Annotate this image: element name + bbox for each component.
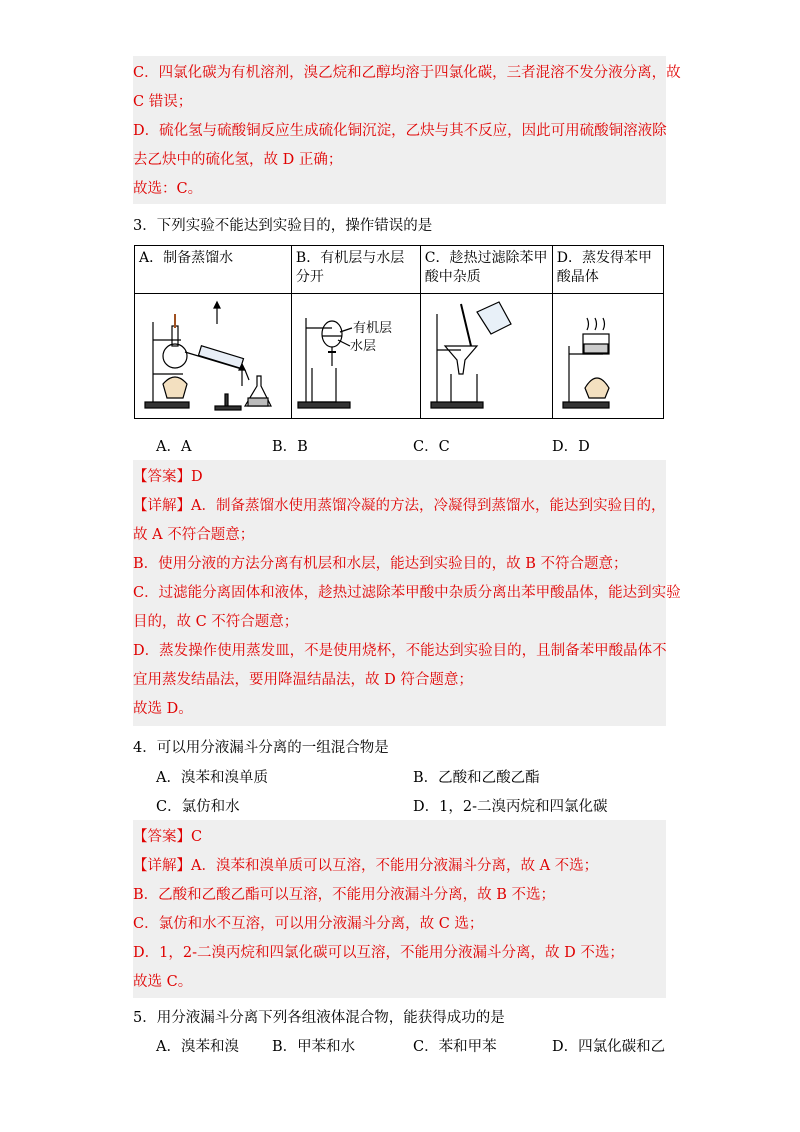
apparatus-separatory-funnel [291,294,420,419]
q5-option-b[interactable]: B．甲苯和水 [272,1039,356,1055]
apparatus-evaporation [552,294,663,419]
q4-answer-block [133,820,666,998]
explanation-line: C．过滤能分离固体和液体，趁热过滤除苯甲酸中杂质分离出苯甲酸晶体，能达到实验 [133,585,681,601]
q4-option-a[interactable]: A．溴苯和溴单质 [156,770,268,786]
explanation-line: 故 A 不符合题意； [133,527,255,543]
explanation-line: B．使用分液的方法分离有机层和水层，能达到实验目的，故 B 不符合题意； [133,556,628,572]
explanation-line: 故选 C。 [133,974,193,990]
explanation-line: C．四氯化碳为有机溶剂，溴乙烷和乙醇均溶于四氯化碳，三者混溶不发分液分离，故 [133,65,681,81]
answer-label: 【答案】C [133,829,203,845]
explanation-line: 故选：C。 [133,181,203,197]
apparatus-distillation [135,294,292,419]
question-3-stem: 3．下列实验不能达到实验目的，操作错误的是 [133,218,433,234]
organic-layer-label: 有机层 [352,321,392,336]
q5-option-a[interactable]: A．溴苯和溴 [156,1039,239,1055]
table-header-a: A．制备蒸馏水 [135,246,292,294]
explanation-line: D．蒸发操作使用蒸发皿，不是使用烧杯，不能达到实验目的，且制备苯甲酸晶体不 [133,643,667,659]
evaporation-apparatus-icon [553,294,659,418]
explanation-line: 去乙炔中的硫化氢，故 D 正确； [133,152,343,168]
question-4-stem: 4．可以用分液漏斗分离的一组混合物是 [133,740,389,756]
table-header-c: C．趁热过滤除苯甲酸中杂质 [420,246,552,294]
table-header-d: D．蒸发得苯甲酸晶体 [552,246,663,294]
q4-option-c[interactable]: C．氯仿和水 [156,799,240,815]
q3-answer-block [133,460,681,726]
apparatus-hot-filtration [420,294,552,419]
q4-option-b[interactable]: B．乙酸和乙酸乙酯 [413,770,540,786]
apparatus-table [134,245,664,419]
explanation-line: 【详解】A．溴苯和溴单质可以互溶，不能用分液漏斗分离，故 A 不选； [133,858,599,874]
filtration-apparatus-icon [421,294,547,418]
explanation-line: 目的，故 C 不符合题意； [133,614,299,630]
water-layer-label: 水层 [349,339,376,354]
explanation-line: B．乙酸和乙酸乙酯可以互溶，不能用分液漏斗分离，故 B 不选； [133,887,556,903]
q3-option-b[interactable]: B．B [272,439,308,455]
explanation-line: 【详解】A．制备蒸馏水使用蒸馏冷凝的方法，冷凝得到蒸馏水，能达到实验目的， [133,498,666,514]
explanation-line: C．氯仿和水不互溶，可以用分液漏斗分离，故 C 选； [133,916,484,932]
explanation-line: D．硫化氢与硫酸铜反应生成硫化铜沉淀，乙炔与其不反应，因此可用硫酸铜溶液除 [133,123,667,139]
q5-option-c[interactable]: C．苯和甲苯 [413,1039,497,1055]
explanation-line: D．1，2-二溴丙烷和四氯化碳可以互溶，不能用分液漏斗分离，故 D 不选； [133,945,624,961]
separatory-funnel-icon [292,294,415,418]
question-5-stem: 5．用分液漏斗分离下列各组液体混合物，能获得成功的是 [133,1010,505,1026]
q3-option-c[interactable]: C．C [413,439,450,455]
q4-option-d[interactable]: D．1，2-二溴丙烷和四氯化碳 [413,799,608,815]
explanation-line: C 错误； [133,94,193,110]
distillation-apparatus-icon [135,294,285,418]
table-header-b: B．有机层与水层分开 [291,246,420,294]
q5-option-d[interactable]: D．四氯化碳和乙 [552,1039,666,1055]
q3-option-a[interactable]: A．A [156,439,192,455]
q3-option-d[interactable]: D．D [552,439,590,455]
prev-explanation-block [133,56,681,204]
answer-label: 【答案】D [133,469,203,485]
explanation-line: 故选 D。 [133,701,193,717]
explanation-line: 宜用蒸发结晶法，要用降温结晶法，故 D 符合题意； [133,672,473,688]
